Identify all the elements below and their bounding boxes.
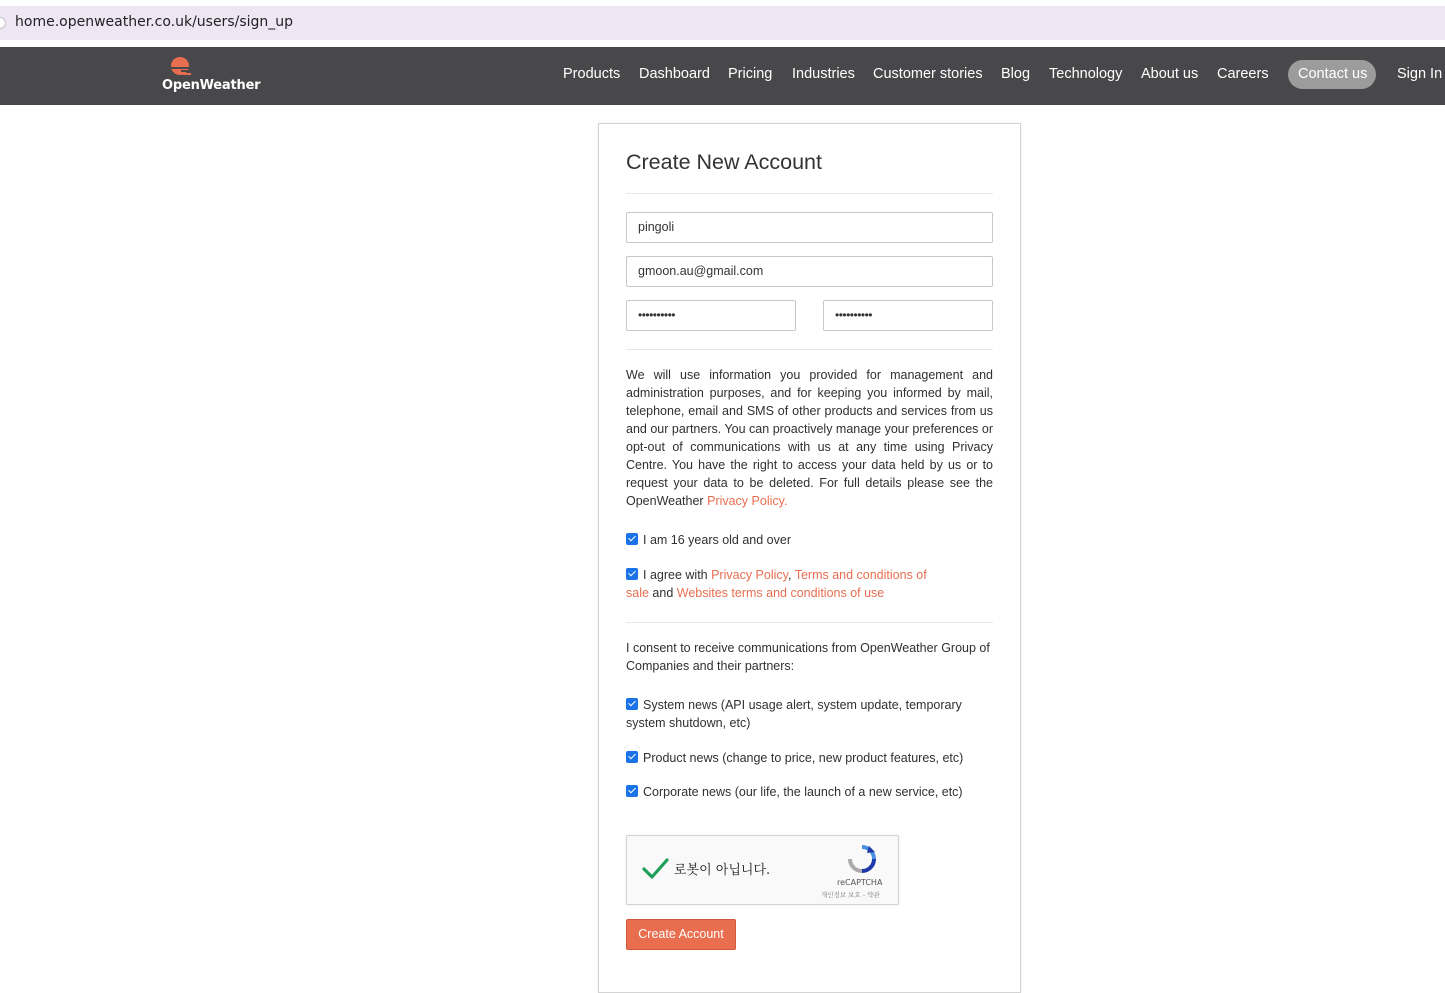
agree-privacy-policy-link[interactable]: Privacy Policy [711, 568, 788, 582]
nav-industries[interactable]: Industries [792, 66, 855, 82]
recaptcha-widget [626, 835, 899, 905]
agree-prefix: I agree with [643, 568, 712, 582]
age-checkbox[interactable] [626, 533, 638, 545]
recaptcha-label: 로봇이 아닙니다. [674, 863, 771, 878]
privacy-info-text [626, 366, 993, 510]
product-news-label: Product news (change to price, new product features, etc) [643, 751, 964, 765]
age-checkbox-label: I am 16 years old and over [643, 533, 791, 547]
divider [626, 349, 993, 350]
address-field[interactable] [0, 6, 1445, 40]
recaptcha-terms-link[interactable]: 개인정보 보호 - 약관 [821, 891, 880, 899]
recaptcha-checkmark-icon[interactable] [641, 855, 669, 883]
recaptcha-logo-icon [847, 844, 877, 874]
divider [626, 622, 993, 623]
nav-pricing[interactable]: Pricing [728, 66, 773, 82]
email-field[interactable]: gmoon.au@gmail.com [626, 256, 993, 287]
sign-in-link[interactable]: Sign In [1397, 66, 1443, 82]
username-field[interactable]: pingoli [626, 212, 993, 243]
agree-comma: , [787, 568, 795, 582]
terms-of-sale-link-end[interactable]: sale [626, 586, 649, 600]
nav-links [0, 47, 1445, 105]
contact-us-label: Contact us [1298, 66, 1368, 82]
site-info-icon[interactable] [0, 17, 6, 29]
password-confirm-field[interactable]: •••••••••• [823, 300, 993, 331]
nav-technology[interactable]: Technology [1049, 66, 1123, 82]
nav-about-us[interactable]: About us [1141, 66, 1199, 82]
url-text[interactable]: home.openweather.co.uk/users/sign_up [15, 14, 294, 30]
page-title: Create New Account [626, 150, 822, 174]
nav-customer-stories[interactable]: Customer stories [873, 66, 983, 82]
logo-text: OpenWeather [162, 78, 261, 93]
top-navigation [0, 47, 1445, 105]
nav-careers[interactable]: Careers [1217, 66, 1269, 82]
signup-card [598, 123, 1021, 993]
password-field[interactable]: •••••••••• [626, 300, 796, 331]
agree-checkbox-label [626, 566, 993, 602]
system-news-label: System news (API usage alert, system update, temporary system shutdown, etc) [626, 698, 962, 730]
nav-dashboard[interactable]: Dashboard [639, 66, 710, 82]
corporate-news-checkbox[interactable] [626, 785, 638, 797]
recaptcha-brand: reCAPTCHA [837, 878, 883, 887]
contact-us-button[interactable] [1288, 60, 1376, 89]
corporate-news-label: Corporate news (our life, the launch of a new service, etc) [643, 785, 963, 799]
privacy-info-body: We will use information you provided for management and administration purposes, and for keeping you informed by mail, telephone, email and SMS of other products and services from us and our partners. You can proactively manage your preferences or opt-out of communications with us at any time using Privacy Centre. You have the right to access your data held by us or to request your data to be deleted. For full details please see the OpenWeather [626, 368, 993, 508]
nav-blog[interactable]: Blog [1001, 66, 1031, 82]
create-account-button[interactable]: Create Account [626, 919, 736, 950]
website-terms-link[interactable]: Websites terms and conditions of use [676, 586, 885, 600]
product-news-checkbox[interactable] [626, 751, 638, 763]
divider [626, 193, 993, 194]
privacy-policy-link[interactable]: Privacy Policy. [707, 494, 788, 508]
terms-of-sale-link[interactable]: Terms and conditions of [794, 568, 927, 582]
browser-url-bar [0, 0, 1445, 47]
consent-text: I consent to receive communications from OpenWeather Group of Companies and their partners: [626, 641, 990, 673]
nav-products[interactable]: Products [563, 66, 621, 82]
agree-and: and [648, 586, 677, 600]
